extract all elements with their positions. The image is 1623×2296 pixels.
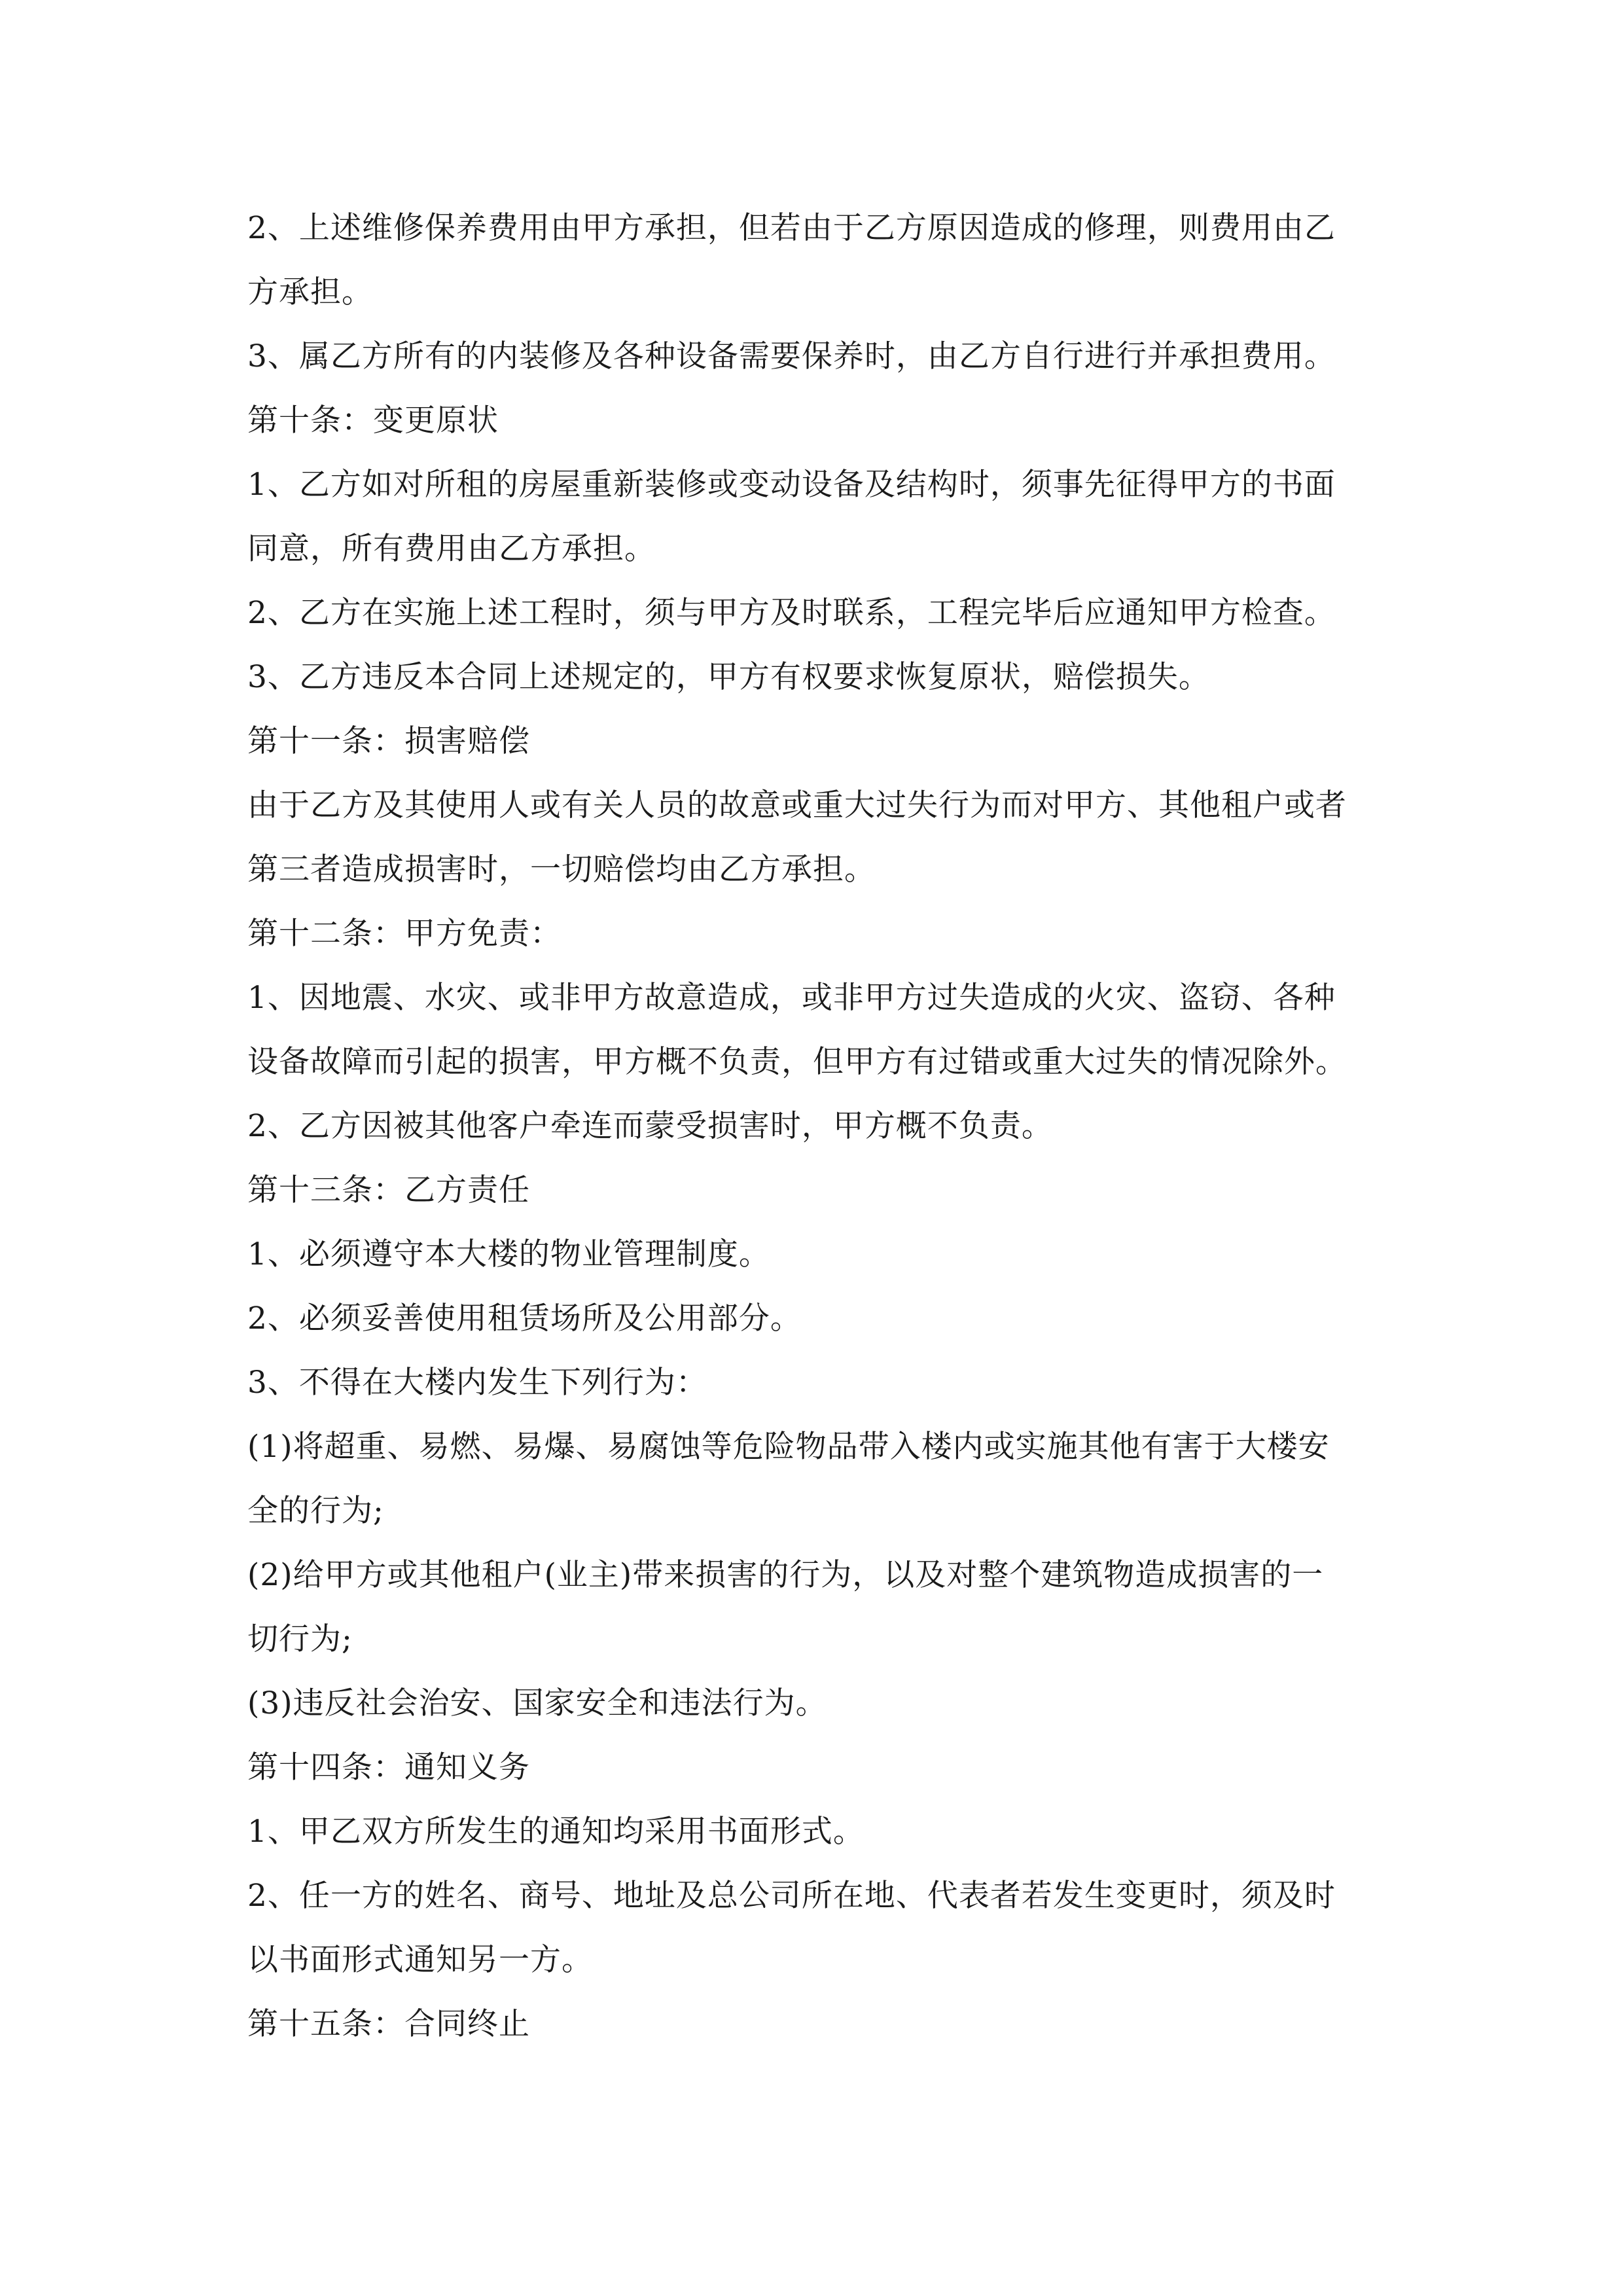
section-heading: 第十四条：通知义务 — [247, 1749, 530, 1785]
text-line: 方承担。 — [247, 274, 373, 310]
text-line: (1)将超重、易燃、易爆、易腐蚀等危险物品带入楼内或实施其他有害于大楼安 — [247, 1429, 1330, 1465]
section-heading: 第十二条：甲方免责： — [247, 916, 562, 952]
text-line: 第三者造成损害时，一切赔偿均由乙方承担。 — [247, 852, 876, 888]
text-line: 2、任一方的姓名、商号、地址及总公司所在地、代表者若发生变更时，须及时 — [247, 1878, 1336, 1914]
text-line: (2)给甲方或其他租户(业主)带来损害的行为，以及对整个建筑物造成损害的一 — [247, 1557, 1324, 1593]
text-line: (3)违反社会治安、国家安全和违法行为。 — [247, 1685, 827, 1721]
text-line: 3、属乙方所有的内装修及各种设备需要保养时，由乙方自行进行并承担费用。 — [247, 338, 1336, 374]
text-line: 同意，所有费用由乙方承担。 — [247, 531, 656, 567]
text-line: 2、乙方在实施上述工程时，须与甲方及时联系，工程完毕后应通知甲方检查。 — [247, 595, 1336, 631]
section-heading: 第十条：变更原状 — [247, 403, 499, 439]
text-line: 由于乙方及其使用人或有关人员的故意或重大过失行为而对甲方、其他租户或者 — [247, 787, 1347, 823]
text-line: 1、甲乙双方所发生的通知均采用书面形式。 — [247, 1814, 865, 1850]
text-line: 以书面形式通知另一方。 — [247, 1942, 593, 1978]
text-line: 2、必须妥善使用租赁场所及公用部分。 — [247, 1300, 802, 1336]
text-line: 全的行为; — [247, 1493, 384, 1529]
text-line: 1、必须遵守本大楼的物业管理制度。 — [247, 1236, 770, 1272]
text-line: 1、乙方如对所租的房屋重新装修或变动设备及结构时，须事先征得甲方的书面 — [247, 467, 1336, 503]
section-heading: 第十一条：损害赔偿 — [247, 723, 530, 759]
text-line: 2、乙方因被其他客户牵连而蒙受损害时，甲方概不负责。 — [247, 1108, 1053, 1144]
document-page — [247, 196, 1399, 2056]
text-line: 切行为; — [247, 1621, 353, 1657]
text-line: 1、因地震、水灾、或非甲方故意造成，或非甲方过失造成的火灾、盗窃、各种 — [247, 980, 1336, 1016]
text-line: 设备故障而引起的损害，甲方概不负责，但甲方有过错或重大过失的情况除外。 — [247, 1044, 1347, 1080]
text-line: 3、乙方违反本合同上述规定的，甲方有权要求恢复原状，赔偿损失。 — [247, 659, 1210, 695]
section-heading: 第十三条：乙方责任 — [247, 1172, 530, 1208]
section-heading: 第十五条：合同终止 — [247, 2006, 530, 2042]
text-line: 3、不得在大楼内发生下列行为： — [247, 1365, 707, 1401]
text-line: 2、上述维修保养费用由甲方承担，但若由于乙方原因造成的修理，则费用由乙 — [247, 210, 1336, 246]
